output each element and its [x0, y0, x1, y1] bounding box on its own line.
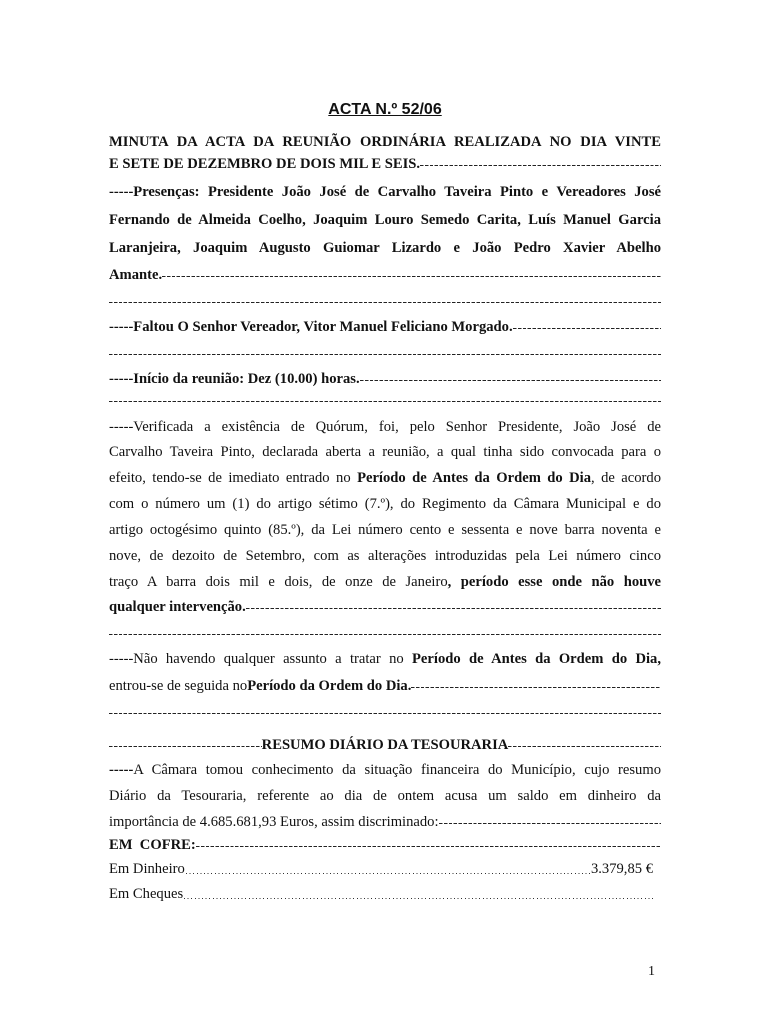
text-line — [109, 317, 661, 337]
document-title: ACTA N.º 52/06 — [328, 101, 442, 118]
text-segment: -----Verificada a existência de Quórum, foi, pelo Senhor Presidente, João José de — [109, 419, 661, 435]
dash-filler — [513, 317, 661, 337]
text-segment: Em Cheques — [109, 886, 184, 902]
dot-leader — [186, 859, 590, 879]
text-segment: importância de 4.685.681,93 Euros, assim discriminado: — [109, 814, 439, 830]
text-segment: nove, de dezoito de Setembro, com as alterações introduzidas pela Lei número cinco — [109, 548, 661, 564]
bold-text: Período da Ordem do Dia. — [247, 678, 412, 694]
text-line — [109, 812, 661, 832]
text-line — [109, 291, 661, 311]
dash-filler — [246, 597, 661, 617]
bold-text: -----Início da reunião: Dez (10.00) horas. — [109, 371, 360, 387]
dash-filler — [109, 291, 661, 311]
text-segment: com o número um (1) do artigo sétimo (7.º), do Regimento da Câmara Municipal e do — [109, 496, 661, 512]
bold-text: Amante. — [109, 267, 163, 283]
text-line — [109, 597, 661, 617]
dash-filler — [109, 623, 661, 643]
text-line — [109, 786, 661, 806]
dash-filler — [109, 702, 661, 722]
text-segment: Carvalho Taveira Pinto, declarada aberta a reunião, a qual tinha sido convocada para o — [109, 444, 661, 460]
text-line — [109, 182, 661, 202]
dash-filler — [420, 154, 661, 174]
text-segment: A Câmara tomou conhecimento da situação financeira do Município, cujo resumo — [133, 762, 661, 778]
text-line — [109, 572, 661, 592]
text-segment: artigo octogésimo quinto (85.º), da Lei número cento e sessenta e nove barra noventa e — [109, 522, 661, 538]
text-line — [109, 649, 661, 669]
text-line — [109, 735, 661, 755]
text-line — [109, 546, 661, 566]
text-segment: efeito, tendo-se de imediato entrado no — [109, 470, 358, 486]
dash-filler — [196, 835, 661, 855]
dash-filler — [109, 735, 262, 755]
text-line — [109, 623, 661, 643]
bold-text: -----Presenças: Presidente João José de Carvalho Taveira Pinto e Vereadores José — [109, 184, 661, 200]
text-line — [109, 884, 655, 904]
bold-text: Período de Antes da Ordem do Dia, — [412, 651, 661, 667]
bold-text: E SETE DE DEZEMBRO DE DOIS MIL E SEIS. — [109, 156, 421, 172]
text-line — [109, 369, 661, 389]
text-line — [109, 238, 661, 258]
text-segment: traço A barra dois mil e dois, de onze de Janeiro — [109, 574, 448, 590]
dot-leader — [184, 884, 654, 904]
text-line — [109, 442, 661, 462]
text-line — [109, 520, 661, 540]
text-line — [109, 132, 661, 152]
text-line — [109, 468, 661, 488]
bold-text: Fernando de Almeida Coelho, Joaquim Louro Semedo Carita, Luís Manuel Garcia — [109, 212, 661, 228]
text-segment: 3.379,85 € — [590, 861, 653, 877]
dash-filler — [411, 676, 661, 696]
bold-text: , período esse onde não houve — [447, 574, 661, 590]
dash-filler — [360, 369, 661, 389]
text-segment: Em Dinheiro — [109, 861, 185, 877]
bold-text: EM COFRE: — [109, 837, 196, 853]
text-line — [109, 676, 661, 696]
text-line — [109, 390, 661, 410]
bold-text: qualquer intervenção. — [109, 599, 246, 615]
text-line — [109, 210, 661, 230]
text-line — [109, 343, 661, 363]
text-segment: Diário da Tesouraria, referente ao dia de ontem acusa um saldo em dinheiro da — [109, 788, 661, 804]
text-line — [109, 835, 661, 855]
bold-text: Laranjeira, Joaquim Augusto Guiomar Lizardo e João Pedro Xavier Abelho — [109, 240, 661, 256]
text-line — [109, 760, 661, 780]
bold-text: -----Faltou O Senhor Vereador, Vitor Manuel Feliciano Morgado. — [109, 319, 513, 335]
page-number: 1 — [648, 964, 655, 979]
text-segment: , de acordo — [591, 470, 661, 486]
dash-filler — [109, 343, 661, 363]
text-line — [109, 494, 661, 514]
text-line — [109, 702, 661, 722]
bold-text: Período de Antes da Ordem do Dia — [357, 470, 592, 486]
text-line — [109, 417, 661, 437]
bold-text: MINUTA DA ACTA DA REUNIÃO ORDINÁRIA REALIZADA NO DIA VINTE — [109, 134, 661, 150]
dash-filler — [439, 812, 661, 832]
bold-text: RESUMO DIÁRIO DA TESOURARIA — [261, 737, 509, 753]
bold-text: ----- — [109, 762, 134, 778]
dash-filler — [508, 735, 661, 755]
dash-filler — [162, 265, 661, 285]
text-line — [109, 859, 653, 879]
text-line — [109, 154, 661, 174]
dash-filler — [109, 390, 661, 410]
text-segment: -----Não havendo qualquer assunto a tratar no — [109, 651, 413, 667]
text-segment: entrou-se de seguida no — [109, 678, 248, 694]
text-line — [109, 265, 661, 285]
